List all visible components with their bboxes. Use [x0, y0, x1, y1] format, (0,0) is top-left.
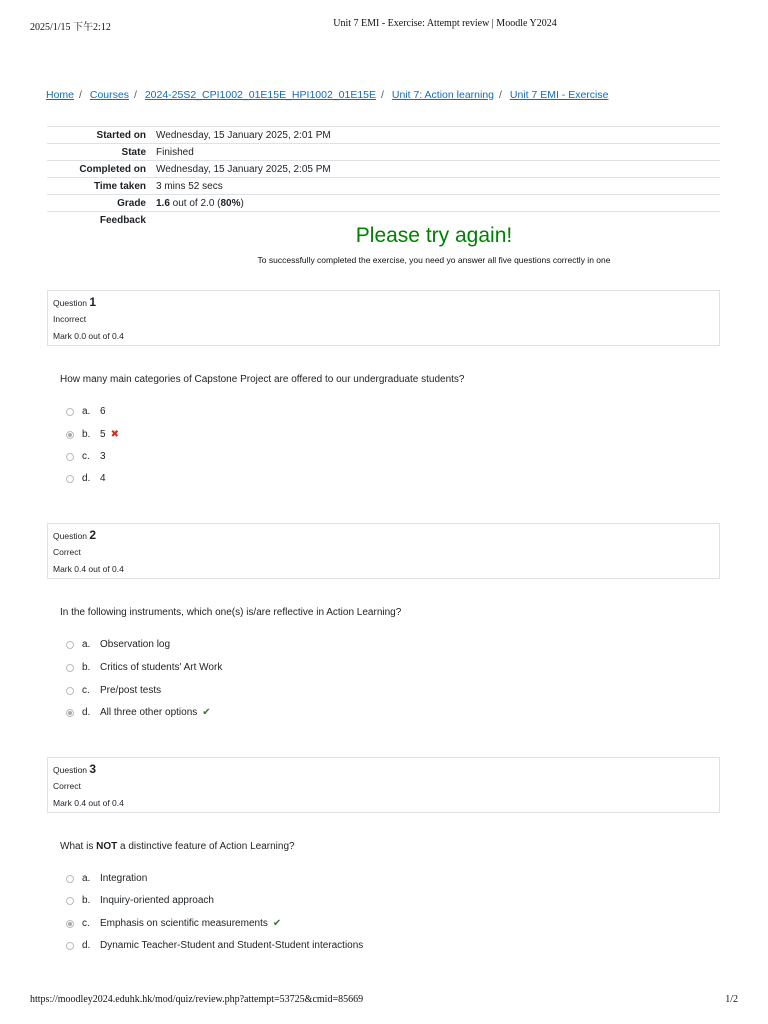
radio-button-selected[interactable]: [66, 709, 74, 717]
feedback-text: To successfully completed the exercise, you need yo answer all five questions correctly in one: [257, 255, 611, 265]
grade-out-of: out of 2.0 (: [169, 197, 221, 209]
breadcrumb-course-link[interactable]: 2024-25S2_CPI1002_01E15E_HPI1002_01E15E: [144, 89, 377, 101]
correct-icon: ✔: [272, 918, 282, 929]
started-on-label: Started on: [47, 127, 156, 144]
summary-row-started: [47, 127, 720, 144]
summary-row-grade: [47, 195, 720, 212]
radio-button[interactable]: [66, 897, 74, 905]
question-2-text: In the following instruments, which one(s) is/are reflective in Action Learning?: [60, 607, 402, 618]
question-mark: Mark 0.4 out of 0.4: [53, 564, 124, 574]
question-number: Question 1: [53, 295, 97, 309]
grade-value: [156, 195, 720, 212]
radio-button[interactable]: [66, 475, 74, 483]
grade-label: Grade: [47, 195, 156, 212]
question-1-info: [47, 290, 720, 346]
summary-row-state: [47, 144, 720, 161]
radio-button[interactable]: [66, 641, 74, 649]
question-number: Question 2: [53, 528, 97, 542]
question-state: Correct: [53, 781, 81, 791]
completed-on-label: Completed on: [47, 161, 156, 178]
breadcrumb-home-link[interactable]: Home: [46, 89, 75, 101]
radio-button[interactable]: [66, 875, 74, 883]
question-mark: Mark 0.4 out of 0.4: [53, 798, 124, 808]
summary-row-time: [47, 178, 720, 195]
question-state: Incorrect: [53, 314, 87, 324]
incorrect-icon: ✖: [110, 429, 119, 440]
question-1-text: How many main categories of Capstone Project are offered to our undergraduate students?: [60, 374, 465, 385]
time-taken-label: Time taken: [47, 178, 156, 195]
breadcrumb-unit-link[interactable]: Unit 7: Action learning: [391, 89, 495, 101]
question-2-info: [47, 523, 720, 579]
feedback-label: Feedback: [47, 212, 156, 229]
question-3-info: [47, 757, 720, 813]
print-page-number: 1/2: [725, 994, 738, 1005]
time-taken-value: 3 mins 52 secs: [156, 178, 720, 195]
attempt-summary-table: [47, 126, 720, 228]
radio-button-selected[interactable]: [66, 920, 74, 928]
summary-row-completed: [47, 161, 720, 178]
print-header: [0, 18, 768, 32]
print-page-title: Unit 7 EMI - Exercise: Attempt review | Moodle Y2024: [333, 18, 557, 29]
breadcrumb-exercise-link[interactable]: Unit 7 EMI - Exercise: [509, 89, 609, 101]
radio-button[interactable]: [66, 408, 74, 416]
radio-button[interactable]: [66, 664, 74, 672]
question-number: Question 3: [53, 762, 97, 776]
question-mark: Mark 0.0 out of 0.4: [53, 331, 124, 341]
state-label: State: [47, 144, 156, 161]
print-url: https://moodley2024.eduhk.hk/mod/quiz/review.php?attempt=53725&cmid=85669: [30, 994, 364, 1005]
grade-close: ): [240, 197, 244, 209]
grade-score: 1.6: [156, 197, 170, 209]
feedback-title: Please try again!: [355, 224, 513, 247]
question-3-text: What is NOT a distinctive feature of Action Learning?: [60, 841, 295, 852]
correct-icon: ✔: [202, 707, 211, 718]
grade-percent: 80%: [220, 197, 241, 209]
completed-on-value: Wednesday, 15 January 2025, 2:05 PM: [156, 161, 720, 178]
radio-button[interactable]: [66, 687, 74, 695]
radio-button[interactable]: [66, 453, 74, 461]
print-footer: [0, 994, 768, 1008]
question-state: Correct: [53, 547, 81, 557]
breadcrumb: Home / Courses / 2024-25S2_CPI1002_01E15E_HPI1002_01E15E / Unit 7: Action learning / Unit 7 EMI - Exercise: [46, 89, 609, 101]
breadcrumb-courses-link[interactable]: Courses: [89, 89, 129, 101]
radio-button-selected[interactable]: [66, 431, 74, 439]
started-on-value: Wednesday, 15 January 2025, 2:01 PM: [156, 127, 720, 144]
print-datetime: 2025/1/15 下午2:12: [30, 22, 111, 33]
state-value: Finished: [156, 144, 720, 161]
radio-button[interactable]: [66, 942, 74, 950]
